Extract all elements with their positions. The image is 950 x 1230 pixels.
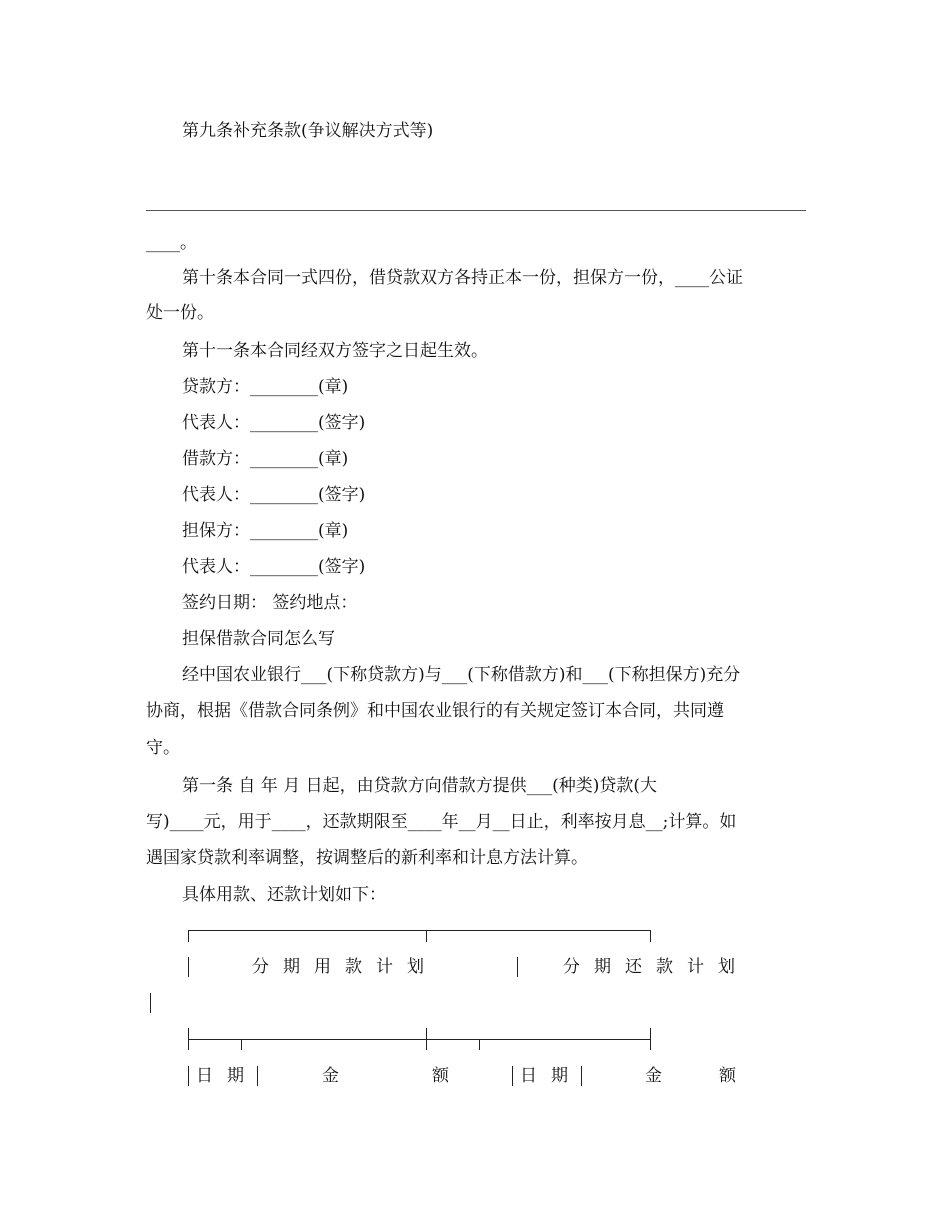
col-date-borrow: 日期 xyxy=(196,1066,258,1086)
guarantor-representative: 代表人：________(签字) xyxy=(182,557,366,577)
article-1-line-3: 遇国家贷款利率调整，按调整后的新利率和计息方法计算。 xyxy=(146,848,588,868)
section-heading: 担保借款合同怎么写 xyxy=(182,629,335,649)
plan-intro: 具体用款、还款计划如下： xyxy=(182,885,386,905)
table-mid-border xyxy=(188,1039,650,1040)
table-tick xyxy=(650,930,651,942)
table-tick xyxy=(188,1028,189,1050)
table-tick xyxy=(426,1028,427,1050)
preamble-line-3: 守。 xyxy=(146,738,180,758)
article-1-line-2: 写)____元，用于____，还款期限至____年__月__日止，利率按月息__;计算。如 xyxy=(146,812,737,832)
clause-9: 第九条补充条款(争议解决方式等) xyxy=(182,121,434,141)
preamble-line-1: 经中国农业银行___(下称贷款方)与___(下称借款方)和___(下称担保方)充分 xyxy=(182,665,741,685)
table-top-border xyxy=(188,930,650,931)
preamble-line-2: 协商，根据《借款合同条例》和中国农业银行的有关规定签订本合同，共同遵 xyxy=(146,701,724,721)
col-date-repay: 日期 xyxy=(520,1066,582,1086)
lender-signature: 贷款方：________(章) xyxy=(182,377,349,397)
header-borrow-plan: 分期用款计划 xyxy=(252,957,438,977)
col-amount-borrow-2: 额 xyxy=(432,1066,463,1086)
col-amount-borrow: 金 xyxy=(322,1066,353,1086)
table-divider xyxy=(581,1066,582,1086)
signing-date-place: 签约日期： 签约地点： xyxy=(182,593,358,613)
clause-10-cont: 处一份。 xyxy=(146,303,214,323)
table-tick xyxy=(241,1039,242,1050)
clause-10: 第十条本合同一式四份，借贷款双方各持正本一份，担保方一份，____公证 xyxy=(182,268,743,288)
article-1-line-1: 第一条 自 年 月 日起，由贷款方向借款方提供___(种类)贷款(大 xyxy=(182,776,658,796)
table-divider xyxy=(150,993,151,1013)
clause-11: 第十一条本合同经双方签字之日起生效。 xyxy=(182,341,488,361)
borrower-representative: 代表人：________(签字) xyxy=(182,485,366,505)
col-amount-repay-2: 额 xyxy=(719,1066,750,1086)
table-tick xyxy=(188,930,189,942)
table-tick xyxy=(650,1028,651,1050)
table-divider xyxy=(517,957,518,977)
table-divider xyxy=(512,1066,513,1086)
col-amount-repay: 金 xyxy=(645,1066,676,1086)
lender-representative: 代表人：________(签字) xyxy=(182,413,366,433)
clause-9-end: ____。 xyxy=(146,233,197,253)
table-divider xyxy=(188,957,189,977)
table-divider xyxy=(257,1066,258,1086)
table-tick xyxy=(426,930,427,942)
header-repay-plan: 分期还款计划 xyxy=(563,957,749,977)
table-tick xyxy=(479,1039,480,1050)
table-divider xyxy=(188,1066,189,1086)
guarantor-signature: 担保方：________(章) xyxy=(182,521,349,541)
borrower-signature: 借款方：________(章) xyxy=(182,449,349,469)
